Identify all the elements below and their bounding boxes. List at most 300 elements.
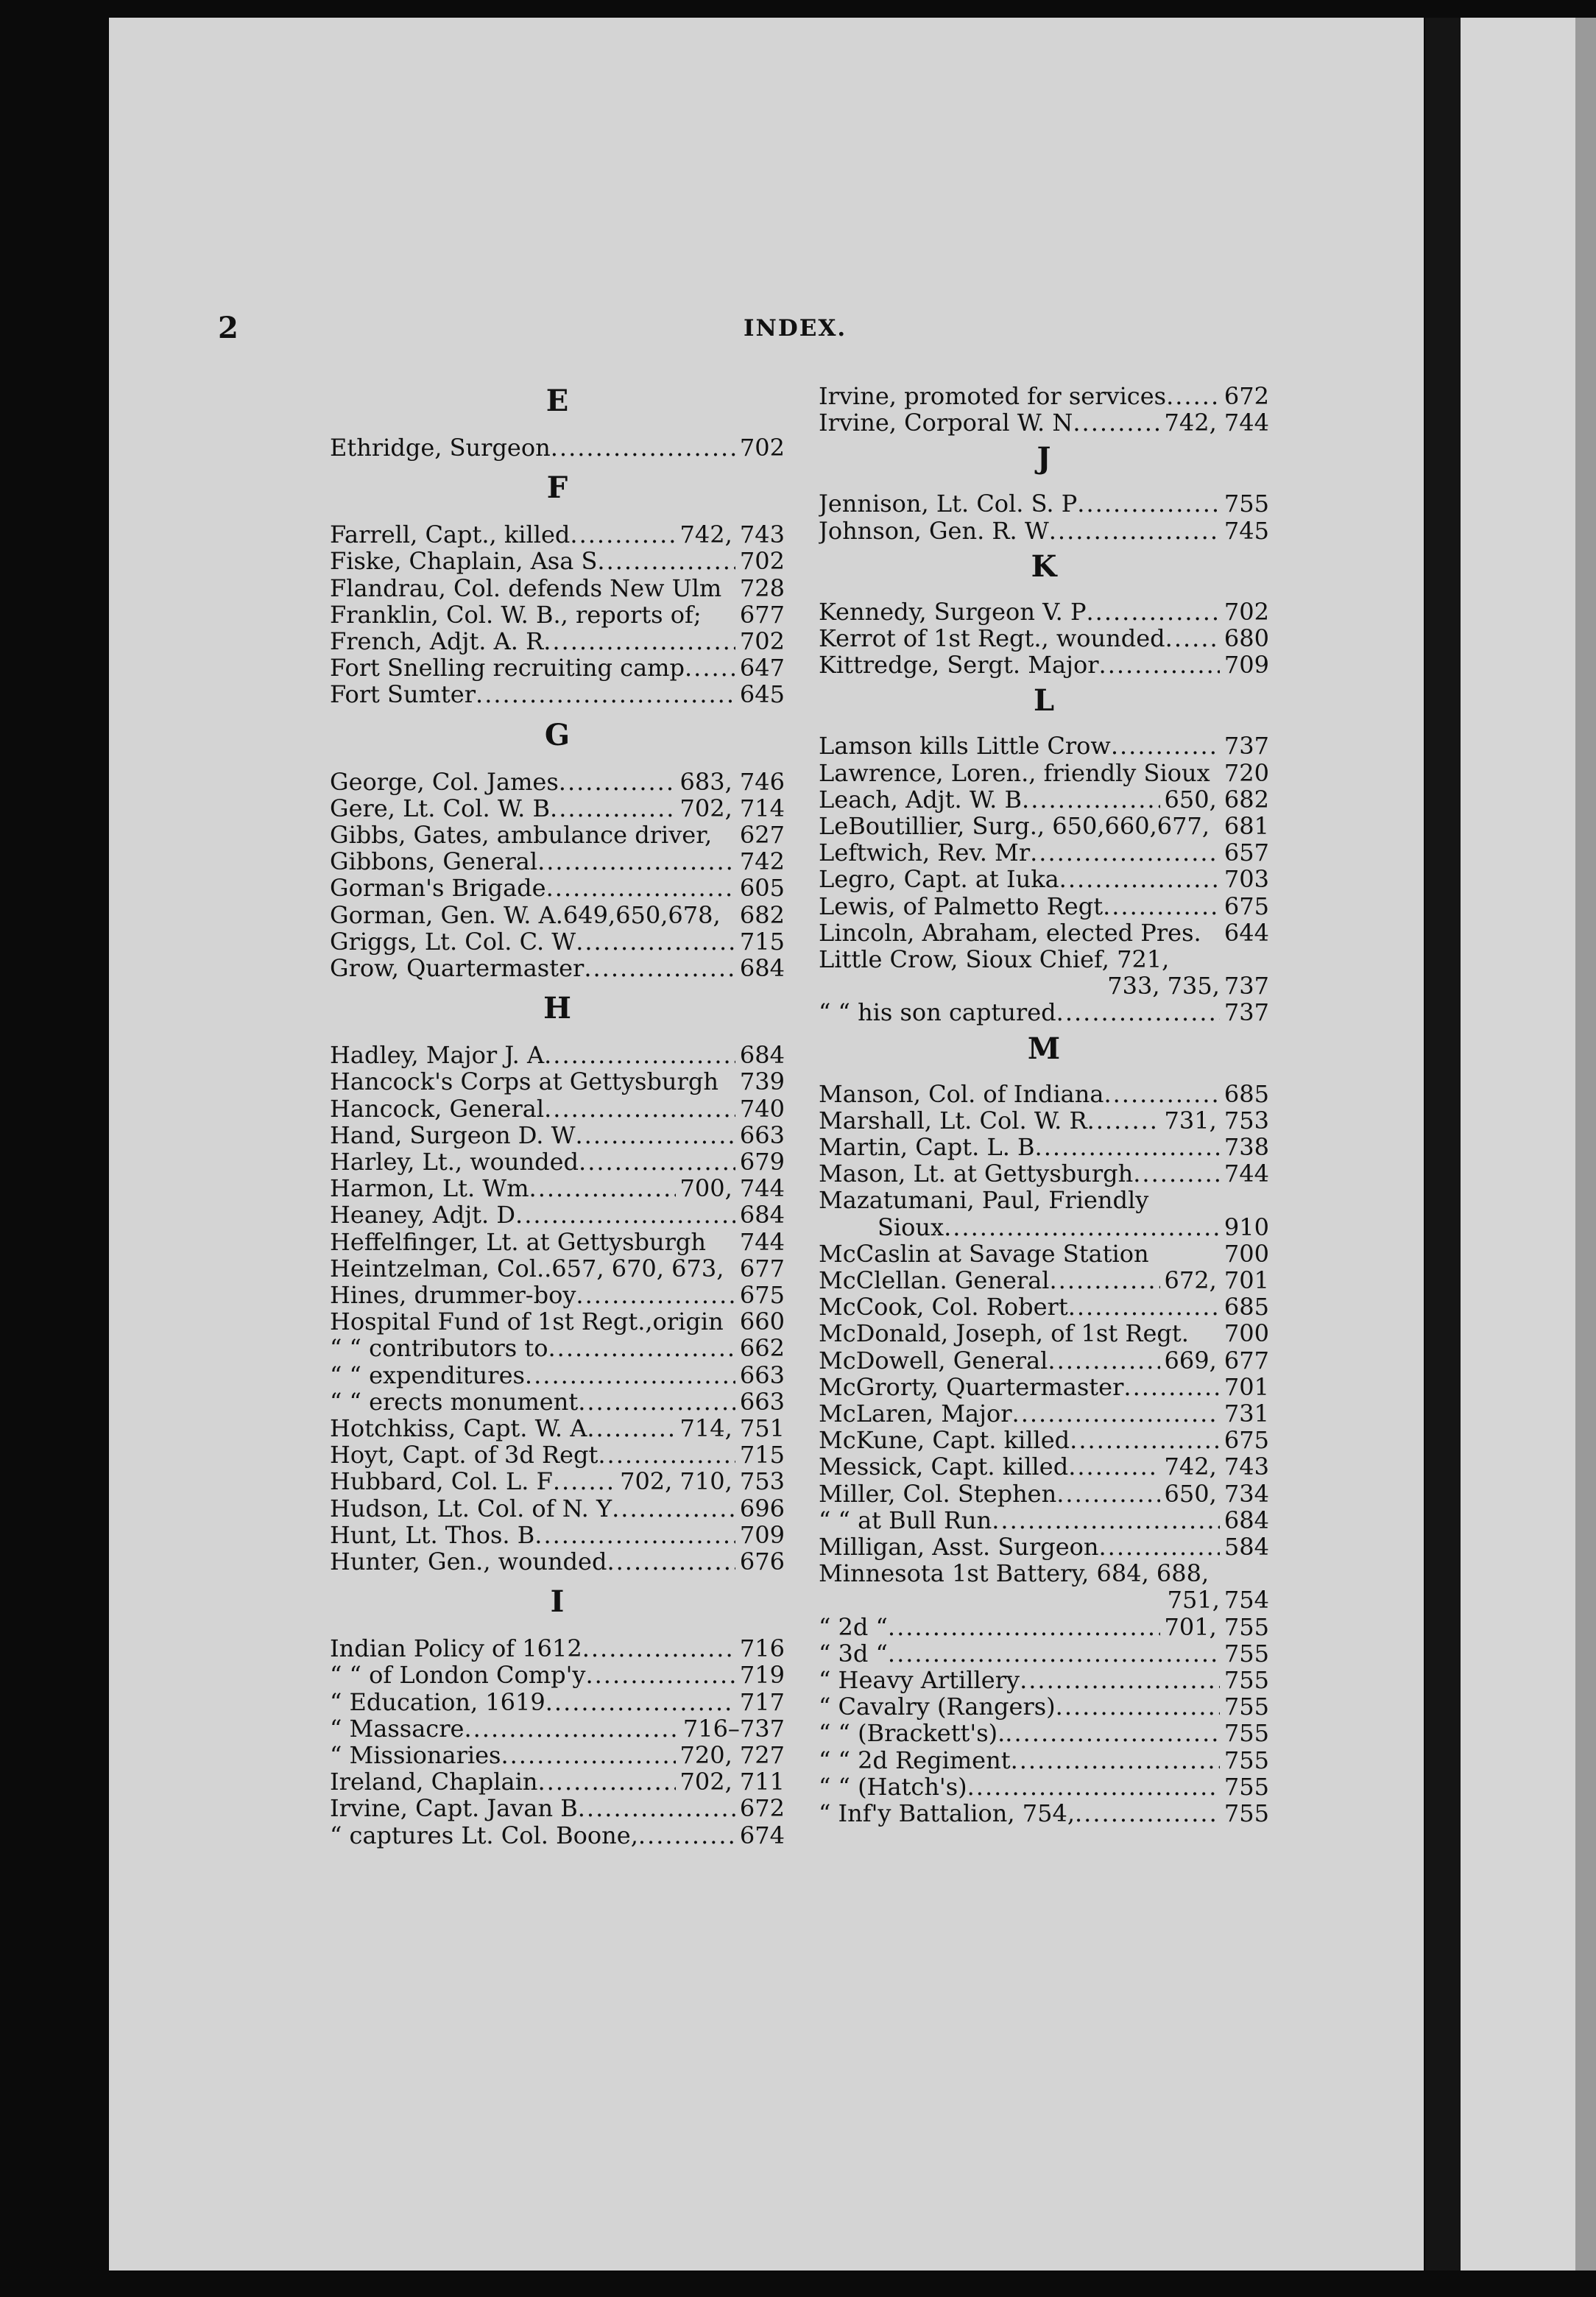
dot-leader <box>1123 1374 1220 1400</box>
index-entry <box>819 920 1269 946</box>
dot-leader <box>1048 1347 1159 1374</box>
entry-text: “ “ his son captured <box>819 999 1056 1026</box>
index-entry <box>819 1347 1269 1374</box>
entry-text: Lewis, of Palmetto Regt <box>819 892 1104 920</box>
page-gutter-shadow <box>1425 18 1461 2270</box>
entry-pages: 681 <box>1224 813 1269 839</box>
entry-pages: 744 <box>1224 1160 1269 1188</box>
dot-leader <box>1059 866 1220 892</box>
index-entry <box>330 1068 785 1095</box>
dot-leader <box>559 769 676 795</box>
entry-pages: 700 <box>1224 1240 1269 1267</box>
dot-leader <box>685 654 735 681</box>
index-entry <box>819 1587 1269 1613</box>
entry-text: Martin, Capt. L. B <box>819 1134 1035 1160</box>
index-entry <box>330 1715 785 1742</box>
entry-pages: 755 <box>1224 490 1269 518</box>
entry-text: Jennison, Lt. Col. S. P <box>819 490 1078 518</box>
dot-leader <box>537 1768 675 1795</box>
entry-text: Fort Sumter <box>330 681 476 708</box>
entry-text: “ “ erects monument <box>330 1388 579 1415</box>
entry-text: McKune, Capt. killed <box>819 1427 1070 1454</box>
dot-leader <box>1011 1747 1220 1774</box>
dot-leader <box>1056 1693 1220 1720</box>
dot-leader <box>1099 1534 1220 1560</box>
entry-pages: 672, 701 <box>1164 1267 1269 1294</box>
dot-leader <box>1068 1294 1220 1320</box>
index-entry <box>330 1548 785 1575</box>
entry-pages: 684 <box>739 955 785 981</box>
index-entry <box>819 1667 1269 1693</box>
entry-text: “ Inf'y Battalion, 754, <box>819 1800 1075 1827</box>
dot-leader <box>1165 625 1220 652</box>
entry-pages: 754 <box>1224 1587 1269 1614</box>
index-entry <box>330 875 785 901</box>
index-entry <box>819 1560 1269 1587</box>
index-entry <box>330 822 785 848</box>
entry-text: French, Adjt. A. R <box>330 628 544 654</box>
index-entry <box>330 681 785 708</box>
index-entry <box>330 1202 785 1228</box>
entry-pages: 702 <box>739 548 785 575</box>
entry-text: “ “ at Bull Run <box>819 1506 992 1534</box>
entry-pages: 737 <box>1224 733 1269 760</box>
index-entry <box>819 1320 1269 1347</box>
entry-text: Hubbard, Col. L. F <box>330 1468 553 1495</box>
index-entry <box>819 839 1269 866</box>
entry-text: “ “ 2d Regiment <box>819 1746 1011 1774</box>
dot-leader <box>587 1415 675 1442</box>
dot-leader <box>585 1662 735 1688</box>
dot-leader <box>1056 1481 1159 1507</box>
entry-pages: 672 <box>739 1795 785 1822</box>
dot-leader <box>638 1822 735 1849</box>
index-entry <box>819 1481 1269 1507</box>
index-entry <box>819 1134 1269 1160</box>
dot-leader <box>582 1635 735 1662</box>
index-entry <box>330 1175 785 1202</box>
entry-text: Flandrau, Col. defends New Ulm <box>330 574 722 601</box>
entry-pages: 709 <box>739 1521 785 1548</box>
entry-pages: 676 <box>739 1548 785 1575</box>
entry-pages: 731, 753 <box>1164 1107 1269 1134</box>
index-entry <box>330 1795 785 1821</box>
dot-leader <box>967 1774 1220 1800</box>
dot-leader <box>597 548 735 574</box>
entry-text: McDonald, Joseph, of 1st Regt. <box>819 1320 1189 1347</box>
index-entry <box>819 866 1269 892</box>
dot-leader <box>537 848 735 875</box>
entry-text: McLaren, Major <box>819 1400 1012 1427</box>
entry-pages: 685 <box>1224 1294 1269 1321</box>
entry-text: Hunt, Lt. Thos. B <box>330 1521 535 1548</box>
entry-pages: 672 <box>1224 383 1269 409</box>
index-entry <box>330 928 785 955</box>
entry-continuation <box>819 973 1220 999</box>
entry-pages: 696 <box>739 1495 785 1522</box>
dot-leader <box>1087 1107 1160 1134</box>
entry-text: 733, 735, <box>1107 973 1220 1000</box>
entry-text: “ 3d “ <box>819 1640 888 1667</box>
entry-continuation <box>819 1587 1220 1613</box>
index-entry <box>819 1614 1269 1640</box>
index-entry <box>819 1241 1269 1267</box>
index-entry <box>330 1822 785 1849</box>
entry-pages: 662 <box>739 1335 785 1362</box>
entry-pages: 755 <box>1224 1773 1269 1800</box>
page-number: 2 <box>218 311 239 345</box>
entry-text: “ captures Lt. Col. Boone, <box>330 1821 638 1849</box>
entry-pages: 755 <box>1224 1640 1269 1667</box>
entry-pages: 731 <box>1224 1400 1269 1427</box>
dot-leader <box>1030 839 1220 866</box>
entry-pages: 737 <box>1224 973 1269 1000</box>
entry-text: Hunter, Gen., wounded <box>330 1548 607 1575</box>
entry-text: 751, <box>1167 1587 1220 1614</box>
entry-pages: 700, 744 <box>679 1175 785 1202</box>
entry-text: Hospital Fund of 1st Regt.,origin <box>330 1308 724 1335</box>
index-entry <box>330 601 785 628</box>
entry-pages: 716–737 <box>682 1715 785 1742</box>
entry-text: Irvine, promoted for services <box>819 383 1167 409</box>
index-entry <box>819 599 1269 625</box>
entry-text: Leach, Adjt. W. B <box>819 786 1023 813</box>
entry-text: Gibbs, Gates, ambulance driver, <box>330 822 713 848</box>
entry-text: Hotchkiss, Capt. W. A <box>330 1415 587 1442</box>
index-entry <box>819 786 1269 813</box>
index-entry <box>330 1635 785 1662</box>
entry-pages: 719 <box>739 1662 785 1689</box>
index-entry <box>819 946 1269 973</box>
entry-pages: 684 <box>739 1202 785 1229</box>
entry-text: Lawrence, Loren., friendly Sioux <box>819 759 1210 786</box>
dot-leader <box>551 434 735 461</box>
entry-pages: 663 <box>739 1121 785 1148</box>
index-entry <box>330 1095 785 1122</box>
entry-text: Ethridge, Surgeon <box>330 434 551 461</box>
dot-leader <box>612 1495 735 1522</box>
index-entry <box>330 795 785 822</box>
dot-leader <box>545 1689 735 1715</box>
section-letter: G <box>544 717 571 752</box>
dot-leader <box>992 1507 1220 1534</box>
entry-pages: 675 <box>1224 892 1269 920</box>
entry-pages: 744 <box>739 1228 785 1255</box>
dot-leader <box>476 681 735 708</box>
entry-pages: 720, 727 <box>679 1742 785 1768</box>
index-entry <box>819 1800 1269 1827</box>
index-entry <box>819 1427 1269 1453</box>
entry-text: Kennedy, Surgeon V. P <box>819 598 1087 625</box>
entry-pages: 674 <box>739 1821 785 1849</box>
dot-leader <box>464 1715 678 1742</box>
dot-leader <box>553 1468 615 1495</box>
index-entry <box>330 1389 785 1415</box>
entry-pages: 679 <box>739 1148 785 1175</box>
index-entry <box>330 654 785 681</box>
dot-leader <box>578 1389 735 1415</box>
entry-text: Lamson kills Little Crow <box>819 733 1111 760</box>
entry-text: Leftwich, Rev. Mr <box>819 839 1031 867</box>
entry-text: Gere, Lt. Col. W. B <box>330 794 551 822</box>
dot-leader <box>575 1122 735 1148</box>
entry-pages: 728 <box>739 574 785 601</box>
entry-pages: 715 <box>739 1442 785 1469</box>
entry-pages: 703 <box>1224 866 1269 893</box>
dot-leader <box>543 628 735 654</box>
entry-text: “ “ of London Comp'y <box>330 1662 586 1689</box>
entry-pages: 682 <box>739 901 785 928</box>
entry-text: Hoyt, Capt. of 3d Regt <box>330 1442 598 1469</box>
dot-leader <box>1099 652 1220 678</box>
index-entry <box>819 1453 1269 1480</box>
entry-text: Fort Snelling recruiting camp <box>330 654 685 682</box>
entry-pages: 755 <box>1224 1693 1269 1721</box>
dot-leader <box>579 1148 735 1175</box>
dot-leader <box>888 1614 1160 1640</box>
entry-pages: 650, 682 <box>1164 786 1269 813</box>
entry-text: Grow, Quartermaster <box>330 955 585 981</box>
entry-pages: 737 <box>1224 999 1269 1026</box>
entry-pages: 645 <box>739 681 785 708</box>
dot-leader <box>546 875 735 901</box>
entry-pages: 742, 743 <box>679 521 785 548</box>
index-entry <box>330 1442 785 1468</box>
dot-leader <box>1111 733 1220 759</box>
index-entry <box>330 1335 785 1361</box>
adjacent-page-border <box>1575 18 1596 2270</box>
index-entry <box>330 1282 785 1308</box>
entry-pages: 755 <box>1224 1720 1269 1747</box>
index-entry <box>819 1774 1269 1800</box>
index-entry <box>819 490 1269 517</box>
entry-pages: 700 <box>1224 1320 1269 1347</box>
index-entry <box>819 1081 1269 1107</box>
dot-leader <box>1005 1720 1220 1746</box>
entry-pages: 738 <box>1224 1134 1269 1160</box>
entry-text: Hancock, General <box>330 1095 545 1122</box>
section-letter: K <box>1031 548 1057 584</box>
dot-leader <box>1075 1800 1220 1827</box>
dot-leader <box>576 928 735 955</box>
dot-leader <box>1020 1667 1220 1693</box>
entry-pages: 709 <box>1224 652 1269 679</box>
entry-text: “ “ (Hatch's) <box>819 1773 967 1800</box>
entry-text: Harmon, Lt. Wm <box>330 1175 529 1202</box>
entry-text: Kittredge, Sergt. Major <box>819 652 1099 679</box>
entry-text: “ Cavalry (Rangers) <box>819 1693 1056 1721</box>
entry-pages: 740 <box>739 1095 785 1122</box>
entry-text: Manson, Col. of Indiana <box>819 1080 1104 1107</box>
index-entry <box>819 1267 1269 1294</box>
entry-text: Gorman, Gen. W. A.649,650,678, <box>330 901 721 928</box>
index-entry <box>819 999 1269 1026</box>
dot-leader <box>1104 1081 1219 1107</box>
index-entry <box>330 1468 785 1495</box>
entry-pages: 715 <box>739 928 785 955</box>
entry-text: McGrorty, Quartermaster <box>819 1373 1124 1400</box>
entry-text: Hancock's Corps at Gettysburgh <box>330 1068 718 1095</box>
entry-text: Gibbons, General <box>330 848 538 875</box>
index-entry <box>819 1374 1269 1400</box>
entry-pages: 663 <box>739 1361 785 1389</box>
entry-text: Minnesota 1st Battery, 684, 688, <box>819 1560 1210 1587</box>
index-entry <box>819 1693 1269 1720</box>
index-entry <box>330 575 785 601</box>
dot-leader <box>544 1095 735 1122</box>
entry-pages: 684 <box>1224 1506 1269 1534</box>
entry-text: Fiske, Chaplain, Asa S <box>330 548 598 575</box>
index-entry <box>330 1308 785 1335</box>
index-entry <box>819 1507 1269 1534</box>
dot-leader <box>1166 383 1220 409</box>
index-entry <box>819 652 1269 678</box>
dot-leader <box>1068 1453 1159 1480</box>
index-entry <box>330 1742 785 1768</box>
index-entry <box>330 1522 785 1548</box>
entry-pages: 647 <box>739 654 785 682</box>
dot-leader <box>1086 599 1219 625</box>
dot-leader <box>1056 999 1220 1026</box>
index-entry <box>819 760 1269 786</box>
index-entry <box>330 1662 785 1688</box>
dot-leader <box>598 1442 735 1468</box>
entry-text: “ Missionaries <box>330 1742 501 1768</box>
entry-pages: 677 <box>739 1255 785 1282</box>
entry-pages: 663 <box>739 1388 785 1415</box>
entry-text: Ireland, Chaplain <box>330 1768 538 1796</box>
entry-pages: 657 <box>1224 839 1269 867</box>
entry-text: “ “ contributors to <box>330 1335 548 1362</box>
entry-pages: 702, 710, 753 <box>620 1468 785 1495</box>
entry-pages: 720 <box>1224 759 1269 786</box>
dot-leader <box>888 1640 1220 1667</box>
entry-text: Farrell, Capt., killed <box>330 521 571 548</box>
entry-text: Little Crow, Sioux Chief, 721, <box>819 946 1170 973</box>
entry-text: “ Heavy Artillery <box>819 1667 1020 1693</box>
index-entry <box>330 434 785 461</box>
index-entry <box>330 1415 785 1442</box>
entry-text: Lincoln, Abraham, elected Pres. <box>819 919 1201 946</box>
index-entry <box>819 625 1269 652</box>
entry-text: McDowell, General <box>819 1347 1048 1374</box>
section-letter: I <box>550 1584 565 1620</box>
dot-leader <box>576 1282 735 1308</box>
entry-pages: 675 <box>739 1282 785 1308</box>
dot-leader <box>1050 1267 1160 1294</box>
index-entry <box>330 1148 785 1175</box>
index-entry <box>819 813 1269 839</box>
entry-pages: 702, 711 <box>679 1768 785 1796</box>
entry-text: Johnson, Gen. R. W <box>819 517 1049 544</box>
entry-text: Heffelfinger, Lt. at Gettysburgh <box>330 1228 707 1255</box>
dot-leader <box>550 795 675 822</box>
index-entry <box>819 1640 1269 1667</box>
entry-text: Hines, drummer-boy <box>330 1282 576 1308</box>
entry-pages: 605 <box>739 875 785 902</box>
section-letter: H <box>543 991 571 1026</box>
index-entry <box>330 521 785 548</box>
index-entry <box>819 893 1269 920</box>
entry-pages: 702 <box>739 628 785 654</box>
section-letter: E <box>545 384 569 418</box>
dot-leader <box>544 1042 735 1068</box>
entry-pages: 702, 714 <box>679 794 785 822</box>
index-entry <box>819 1107 1269 1134</box>
entry-pages: 714, 751 <box>679 1415 785 1442</box>
entry-text: Franklin, Col. W. B., reports of; <box>330 601 702 628</box>
index-entry <box>330 1229 785 1255</box>
index-entry <box>330 1689 785 1715</box>
index-entry <box>819 1160 1269 1187</box>
index-entry <box>819 1720 1269 1746</box>
index-entry <box>330 902 785 928</box>
dot-leader <box>501 1742 675 1768</box>
entry-pages: 684 <box>739 1042 785 1069</box>
dot-leader <box>1133 1160 1220 1187</box>
entry-text: Mazatumani, Paul, Friendly <box>819 1187 1149 1214</box>
entry-pages: 650, 734 <box>1164 1480 1269 1507</box>
entry-text: “ Massacre <box>330 1715 465 1742</box>
entry-pages: 701 <box>1224 1373 1269 1400</box>
dot-leader <box>584 955 735 981</box>
dot-leader <box>1049 518 1220 544</box>
entry-text: Miller, Col. Stephen <box>819 1480 1057 1507</box>
entry-text: Mason, Lt. at Gettysburgh <box>819 1160 1134 1188</box>
index-entry <box>330 1255 785 1282</box>
dot-leader <box>1103 893 1220 920</box>
entry-text: Legro, Capt. at Iuka <box>819 866 1059 893</box>
entry-pages: 685 <box>1224 1080 1269 1107</box>
index-entry <box>330 1362 785 1389</box>
entry-text: Hand, Surgeon D. W <box>330 1121 576 1148</box>
dot-leader <box>1070 1427 1220 1453</box>
section-letter: F <box>546 470 568 506</box>
entry-text: Griggs, Lt. Col. C. W <box>330 928 576 955</box>
dot-leader <box>525 1362 735 1389</box>
index-entry <box>330 769 785 795</box>
section-letter: M <box>1027 1031 1061 1066</box>
dot-leader <box>1077 490 1220 517</box>
entry-text: Milligan, Asst. Surgeon <box>819 1534 1099 1560</box>
entry-pages: 742, 744 <box>1164 409 1269 437</box>
entry-text: “ “ expenditures <box>330 1361 525 1389</box>
entry-pages: 742 <box>739 848 785 875</box>
index-entry <box>819 1294 1269 1320</box>
entry-text: George, Col. James <box>330 768 559 795</box>
index-entry <box>330 628 785 654</box>
entry-pages: 702 <box>1224 598 1269 625</box>
entry-text: McClellan. General <box>819 1267 1050 1294</box>
entry-text: Irvine, Corporal W. N <box>819 409 1073 437</box>
entry-pages: 702 <box>739 434 785 461</box>
entry-pages: 745 <box>1224 517 1269 544</box>
index-entry <box>330 548 785 574</box>
entry-text: Messick, Capt. killed <box>819 1453 1069 1481</box>
entry-pages: 627 <box>739 822 785 848</box>
entry-text: LeBoutillier, Surg., 650,660,677, <box>819 813 1210 839</box>
entry-pages: 755 <box>1224 1746 1269 1774</box>
dot-leader <box>548 1335 735 1361</box>
entry-pages: 717 <box>739 1688 785 1715</box>
entry-pages: 716 <box>739 1635 785 1662</box>
entry-pages: 739 <box>739 1068 785 1095</box>
entry-text: McCaslin at Savage Station <box>819 1240 1149 1267</box>
index-entry <box>330 848 785 875</box>
entry-text: “ “ (Brackett's). <box>819 1720 1006 1747</box>
entry-text: Kerrot of 1st Regt., wounded <box>819 625 1165 652</box>
entry-text: Hudson, Lt. Col. of N. Y <box>330 1495 612 1522</box>
